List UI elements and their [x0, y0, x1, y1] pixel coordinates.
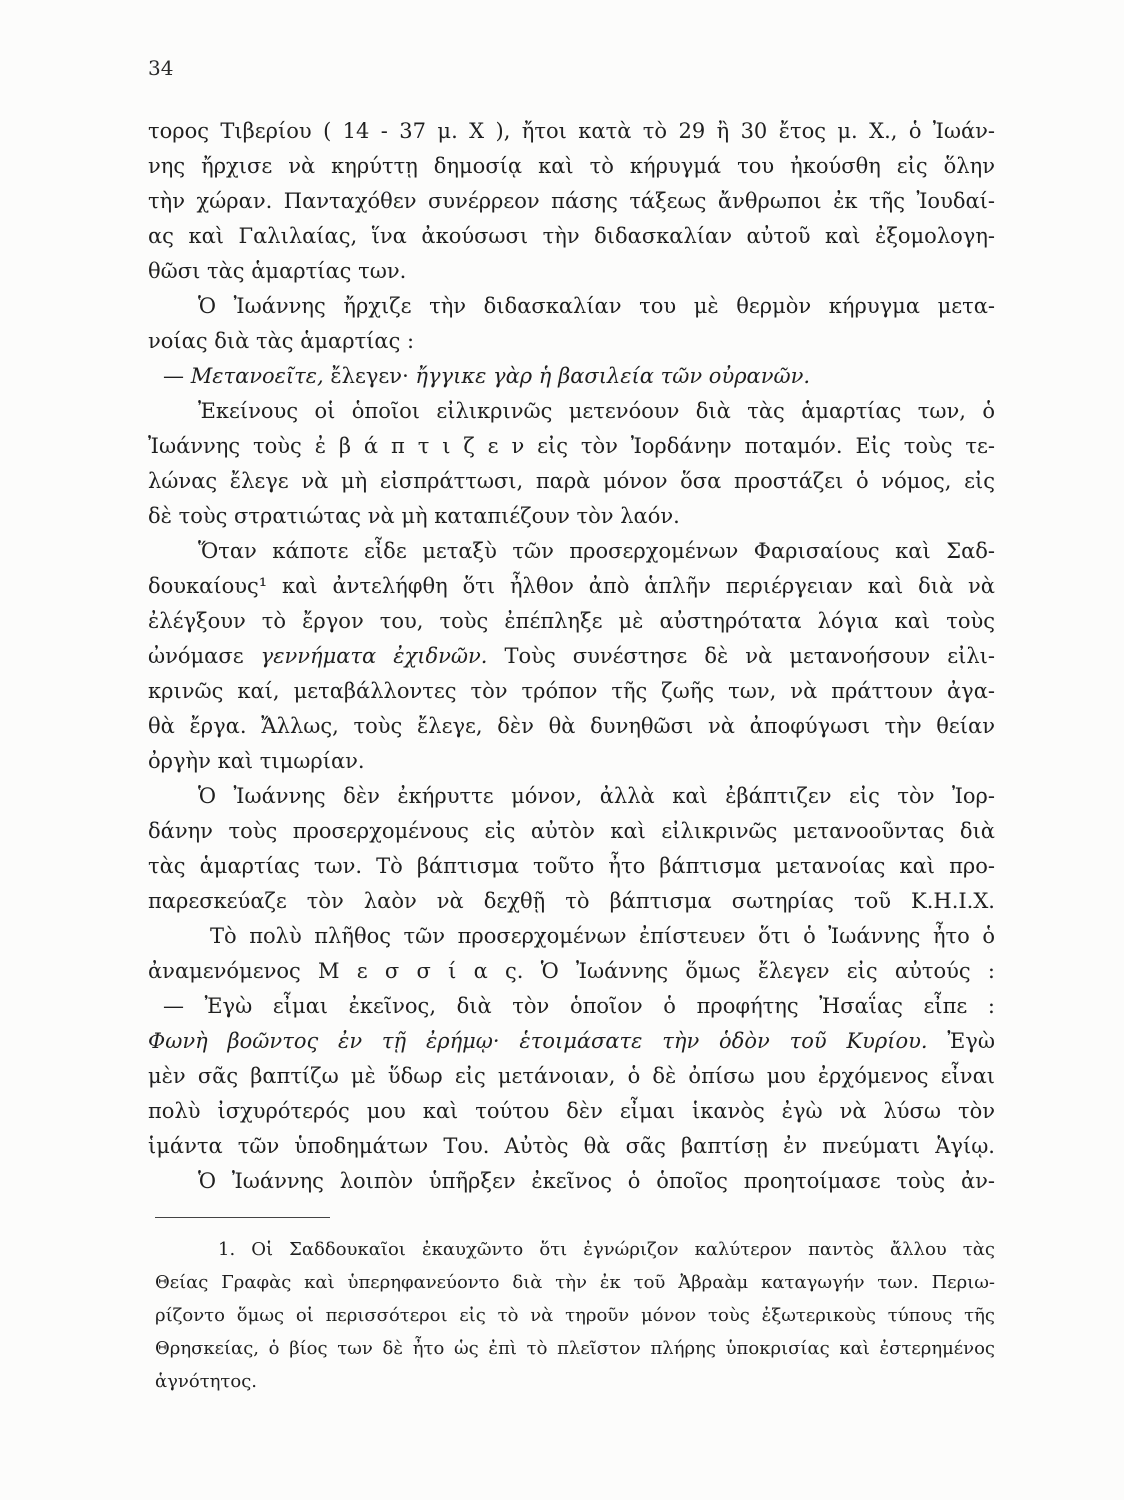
footnote-line: Θρησκείας, ὁ βίος των δὲ ἦτο ὡς ἐπὶ τὸ πλεῖστον πλήρης ὑποκρισίας καὶ ἐστερημένος: [155, 1338, 995, 1359]
body-line: παρεσκεύαζε τὸν λαὸν νὰ δεχθῇ τὸ βάπτισμα σωτηρίας τοῦ Κ.Η.Ι.Χ.: [148, 889, 995, 913]
body-line: — Ἐγὼ εἶμαι ἐκεῖνος, διὰ τὸν ὁποῖον ὁ προφήτης Ἠσαΐας εἶπε :: [163, 994, 995, 1018]
footnote-line: ρίζοντο ὅμως οἱ περισσότεροι εἰς τὸ νὰ τηροῦν μόνον τοὺς ἐξωτερικοὺς τύπους τῆς: [155, 1305, 995, 1326]
body-line: δὲ τοὺς στρατιώτας νὰ μὴ καταπιέζουν τὸν λαόν.: [148, 504, 680, 528]
body-line-quote: [148, 359, 995, 394]
body-line: Ὅταν κάποτε εἶδε μεταξὺ τῶν προσερχομένων Φαρισαίους καὶ Σαδ-: [198, 539, 995, 563]
body-text-segment: Ἐγὼ: [927, 1029, 995, 1053]
body-line: Ὁ Ἰωάννης δὲν ἐκήρυττε μόνον, ἀλλὰ καὶ ἐβάπτιζεν εἰς τὸν Ἰορ-: [198, 784, 995, 808]
body-line: ὀργὴν καὶ τιμωρίαν.: [148, 749, 365, 773]
footnote-separator: [155, 1217, 330, 1218]
footnote-line: ἁγνότητος.: [155, 1371, 258, 1392]
body-line: τορος Τιβερίου ( 14 - 37 μ. Χ ), ἤτοι κατὰ τὸ 29 ἢ 30 ἔτος μ. Χ., ὁ Ἰωάν-: [148, 119, 995, 143]
footnote-line: Θείας Γραφὰς καὶ ὑπερηφανεύοντο διὰ τὴν ἐκ τοῦ Ἀβραὰμ καταγωγήν των. Περιω-: [155, 1272, 995, 1293]
quote-italic: γεννήματα ἐχιδνῶν.: [260, 644, 488, 668]
body-line: πολὺ ἰσχυρότερός μου καὶ τούτου δὲν εἶμαι ἱκανὸς ἐγὼ νὰ λύσω τὸν: [148, 1099, 995, 1123]
body-line: Ὁ Ἰωάννης λοιπὸν ὑπῆρξεν ἐκεῖνος ὁ ὁποῖος προητοίμασε τοὺς ἀν-: [198, 1169, 995, 1193]
body-line: [148, 639, 995, 674]
quote-italic: ἤγγικε γὰρ ἡ βασιλεία τῶν οὐρανῶν.: [415, 364, 811, 388]
footnote: [155, 1233, 995, 1398]
body-line: μὲν σᾶς βαπτίζω μὲ ὕδωρ εἰς μετάνοιαν, ὁ δὲ ὀπίσω μου ἐρχόμενος εἶναι: [148, 1064, 995, 1088]
body-line: ἱμάντα τῶν ὑποδημάτων Του. Αὐτὸς θὰ σᾶς βαπτίσῃ ἐν πνεύματι Ἁγίῳ.: [148, 1134, 995, 1158]
body-line: κρινῶς καί, μεταβάλλοντες τὸν τρόπον τῆς ζωῆς των, νὰ πράττουν ἀγα-: [148, 679, 995, 703]
body-text-segment: ὠνόμασε: [148, 644, 261, 668]
body-line: τὴν χώραν. Πανταχόθεν συνέρρεον πάσης τάξεως ἄνθρωποι ἐκ τῆς Ἰουδαί-: [148, 189, 995, 213]
body-line: δουκαίους¹ καὶ ἀντελήφθη ὅτι ἦλθον ἀπὸ ἁπλῆν περιέργειαν καὶ διὰ νὰ: [148, 574, 995, 598]
body-line: ας καὶ Γαλιλαίας, ἵνα ἀκούσωσι τὴν διδασκαλίαν αὐτοῦ καὶ ἐξομολογη-: [148, 224, 995, 248]
quote-italic: Φωνὴ βοῶντος ἐν τῇ ἐρήμῳ· ἑτοιμάσατε τὴν ὁδὸν τοῦ Κυρίου.: [148, 1029, 928, 1053]
page-number: 34: [148, 56, 174, 80]
body-line: θὰ ἔργα. Ἄλλως, τοὺς ἔλεγε, δὲν θὰ δυνηθῶσι νὰ ἀποφύγωσι τὴν θείαν: [148, 714, 995, 738]
body-line: Ὁ Ἰωάννης ἤρχιζε τὴν διδασκαλίαν του μὲ θερμὸν κήρυγμα μετα-: [198, 294, 995, 318]
footnote-line: 1. Οἱ Σαδδουκαῖοι ἐκαυχῶντο ὅτι ἐγνώριζον καλύτερον παντὸς ἄλλου τὰς: [218, 1239, 995, 1260]
body-line: θῶσι τὰς ἁμαρτίας των.: [148, 259, 407, 283]
body-line: Ἰωάννης τοὺς ἐ β ά π τ ι ζ ε ν εἰς τὸν Ἰορδάνην ποταμόν. Εἰς τοὺς τε-: [148, 434, 995, 458]
quote-attribution: ἔλεγεν·: [323, 364, 416, 388]
body-line-quote: [148, 1024, 995, 1059]
body-text-segment: Τοὺς συνέστησε δὲ νὰ μετανοήσουν εἰλι-: [487, 644, 995, 668]
body-line: λώνας ἔλεγε νὰ μὴ εἰσπράττωσι, παρὰ μόνον ὅσα προστάζει ὁ νόμος, εἰς: [148, 469, 995, 493]
body-text: [148, 114, 995, 1199]
body-line: ἐλέγξουν τὸ ἔργον του, τοὺς ἐπέπληξε μὲ αὐστηρότατα λόγια καὶ τοὺς: [148, 609, 995, 633]
body-line: νης ἤρχισε νὰ κηρύττῃ δημοσίᾳ καὶ τὸ κήρυγμά του ἠκούσθη εἰς ὅλην: [148, 154, 995, 178]
body-line: τὰς ἁμαρτίας των. Τὸ βάπτισμα τοῦτο ἦτο βάπτισμα μετανοίας καὶ προ-: [148, 854, 995, 878]
body-line: Τὸ πολὺ πλῆθος τῶν προσερχομένων ἐπίστευεν ὅτι ὁ Ἰωάννης ἦτο ὁ: [210, 924, 995, 948]
body-line: δάνην τοὺς προσερχομένους εἰς αὐτὸν καὶ εἰλικρινῶς μετανοοῦντας διὰ: [148, 819, 995, 843]
quote-italic: Μετανοεῖτε,: [190, 364, 324, 388]
quote-dash: —: [163, 364, 191, 388]
body-line: ἀναμενόμενος Μ ε σ σ ί α ς. Ὁ Ἰωάννης ὅμως ἔλεγεν εἰς αὐτούς :: [148, 959, 995, 983]
body-line: νοίας διὰ τὰς ἁμαρτίας :: [148, 329, 415, 353]
body-line: Ἐκείνους οἱ ὁποῖοι εἰλικρινῶς μετενόουν διὰ τὰς ἁμαρτίας των, ὁ: [198, 399, 995, 423]
